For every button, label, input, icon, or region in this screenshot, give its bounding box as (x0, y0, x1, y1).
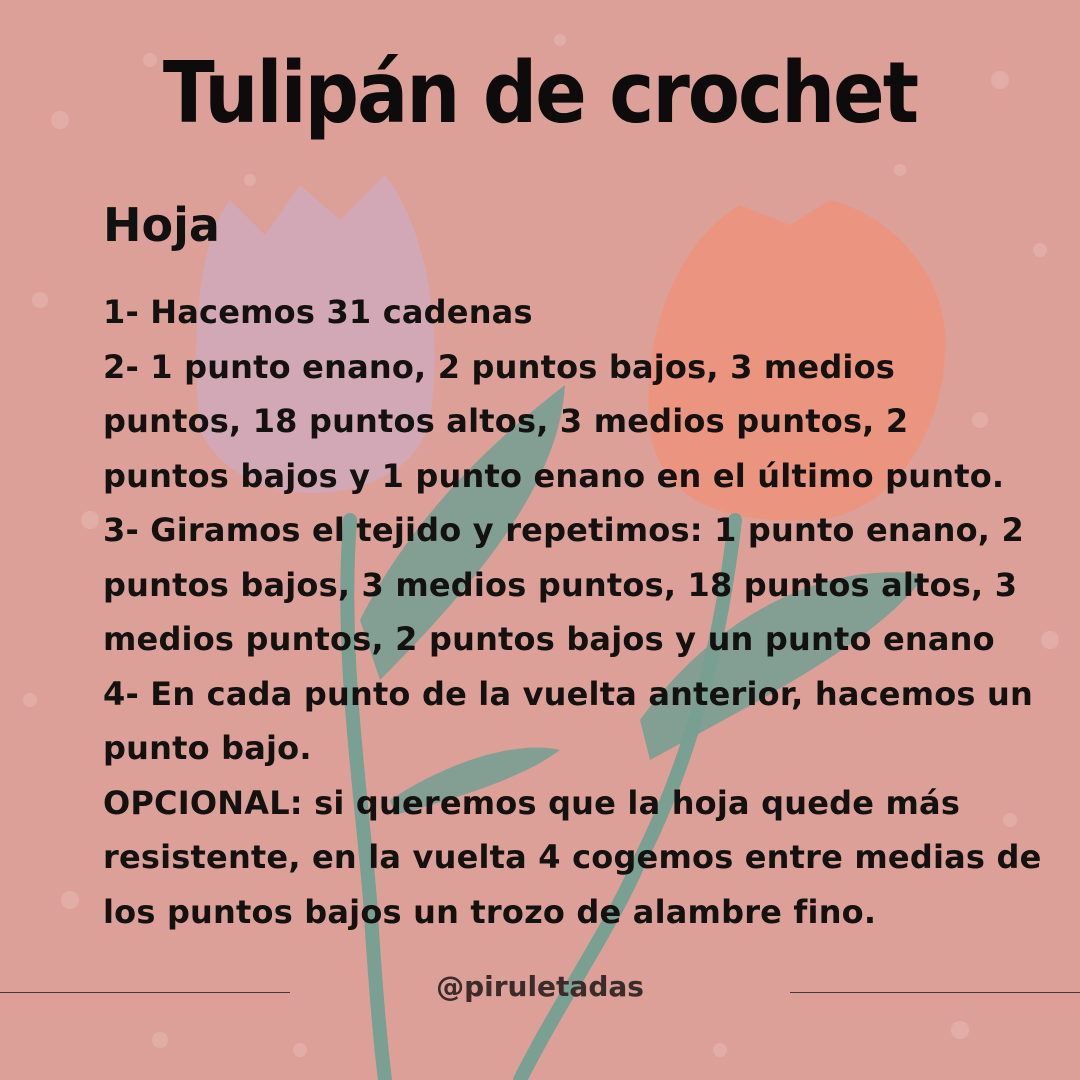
step-3: 3- Giramos el tejido y repetimos: 1 punto enano, 2 puntos bajos, 3 medios puntos, 18 puntos altos, 3 medios puntos, 2 puntos bajos y un punto enano (103, 511, 1024, 658)
step-2: 2- 1 punto enano, 2 puntos bajos, 3 medios puntos, 18 puntos altos, 3 medios puntos, 2 puntos bajos y 1 punto enano en el último punto. (103, 347, 1005, 495)
step-1: 1- Hacemos 31 cadenas (103, 293, 533, 331)
optional-note: OPCIONAL: si queremos que la hoja quede más resistente, en la vuelta 4 cogemos entre medias de los puntos bajos un trozo de alambre fino. (103, 783, 1042, 931)
instructions (103, 285, 1043, 939)
author-handle: @piruletadas (436, 970, 644, 1003)
step-4: 4- En cada punto de la vuelta anterior, hacemos un punto bajo. (103, 674, 1033, 767)
section-heading: Hoja (103, 198, 220, 252)
page-title: Tulipán de crochet (162, 42, 918, 143)
